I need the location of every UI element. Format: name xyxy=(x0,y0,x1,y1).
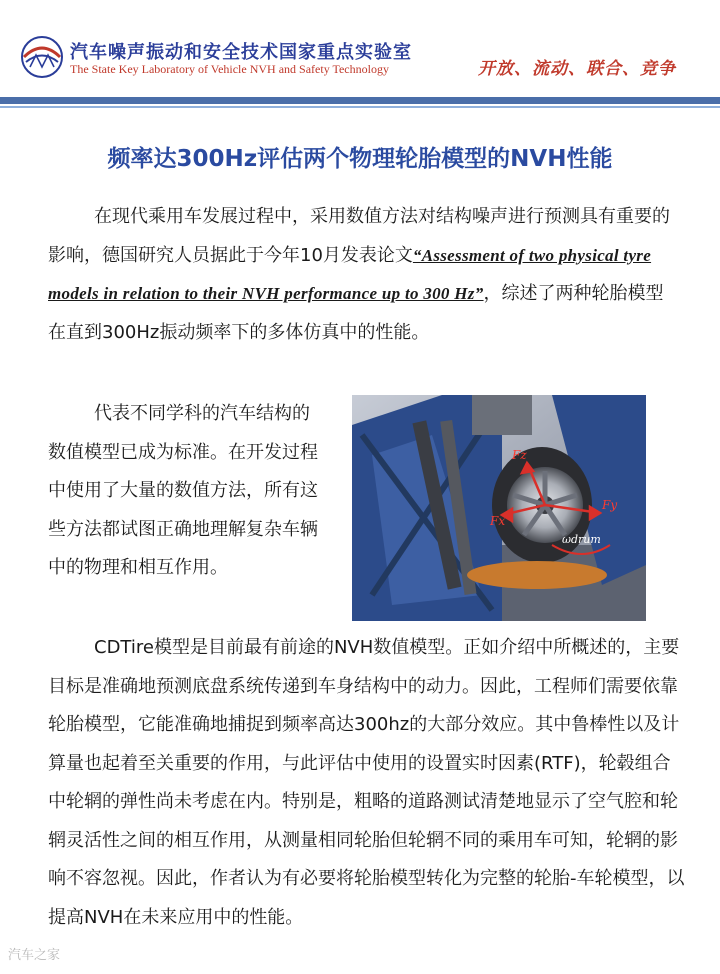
models-text: 代表不同学科的汽车结构的数值模型已成为标准。在开发过程中使用了大量的数值方法，所有这些方法都试图正确地理解复杂车辆中的物理和相互作用。 xyxy=(48,403,318,578)
lab-name-en: The State Key Laboratory of Vehicle NVH and Safety Technology xyxy=(70,62,389,76)
force-label-fy: Fy xyxy=(602,498,618,512)
paper-title-link[interactable]: “Assessment of two physical tyre models in relation to their NVH performance up to 300 Hz” xyxy=(48,245,652,303)
tyre-test-rig-photo xyxy=(352,395,646,621)
header-divider-thin xyxy=(0,106,720,108)
slogan: 开放、流动、联合、竞争 xyxy=(478,59,676,79)
article-title: 频率达300Hz评估两个物理轮胎模型的NVH性能 xyxy=(107,146,613,172)
page-header xyxy=(0,0,720,100)
paragraph-cdtire xyxy=(48,629,688,937)
paragraph-intro xyxy=(48,198,674,352)
paragraph-models xyxy=(48,395,318,588)
watermark: 汽车之家 xyxy=(8,948,61,963)
drum-speed-label: ωdrum xyxy=(562,533,601,546)
force-label-fz: Fz xyxy=(512,448,527,462)
force-label-fx: Fx xyxy=(490,514,506,528)
cdtire-text: CDTire模型是目前最有前途的NVH数值模型。正如介绍中所概述的，主要目标是准确地预测底盘系统传递到车身结构中的动力。因此，工程师们需要依靠轮胎模型，它能准确地捕捉到频率高达300hz的大部分效应。其中鲁棒性以及计算量也起着至关重要的作用，与此评估中使用的设置实时因素(RTF)，轮毂组合中轮辋的弹性尚未考虑在内。特别是，粗略的道路测试清楚地显示了空气腔和轮辋灵活性之间的相互作用，从测量相同轮胎但轮辋不同的乘用车可知，轮辋的影响不容忽视。因此，作者认为有必要将轮胎模型转化为完整的轮胎-车轮模型，以提高NVH在未来应用中的性能。 xyxy=(48,637,685,928)
intro-text: 在现代乘用车发展过程中，采用数值方法对结构噪声进行预测具有重要的影响，德国研究人员据此于今年10月发表论文 xyxy=(48,206,670,266)
intro-text-end: ，综述了两种轮胎模型在直到300Hz振动频率下的多体仿真中的性能。 xyxy=(48,283,664,343)
lab-logo-icon xyxy=(20,35,64,79)
lab-name-cn: 汽车噪声振动和安全技术国家重点实验室 xyxy=(70,42,412,63)
header-divider-thick xyxy=(0,97,720,104)
